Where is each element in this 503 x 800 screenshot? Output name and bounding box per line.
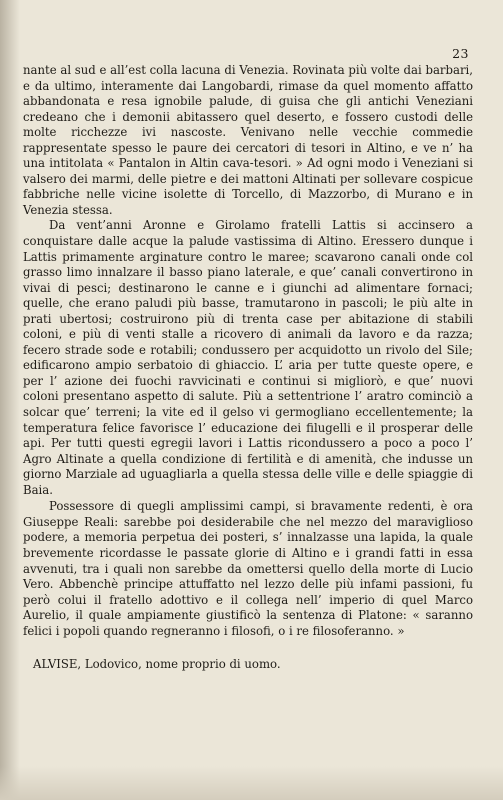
page-edge-shadow <box>0 766 503 800</box>
text-column <box>23 63 473 673</box>
paragraph-lattis-reclamation: Da vent’anni Aronne e Girolamo fratelli Lattis si accinsero a conquistare dalle acque la palude vastissima di Altino. Eressero dunque i Lattis primamente arginature contro le maree; scavarono canali onde col grasso limo innalzare il basso piano laterale, e que’ canali convertirono in vivai di pesci; destinarono le canne e i giunchi ad alimentare fornaci; quelle, che erano paludi più basse, tramutarono in pascoli; le più alte in prati ubertosi; costruirono più di trenta case per abitazione di stabili coloni, e più di venti stalle a ricovero di animali da lavoro e da razza; fecero strade sode e rotabili; condussero per acquidotto un rivolo del Sile; edificarono ampio serbatoio di ghiaccio. L’ aria per tutte queste opere, e per l’ azione dei fuochi ravvicinati e continui si migliorò, e que’ nuovi coloni presentano aspetto di salute. Più a settentrione l’ aratro cominciò a solcar que’ terreni; la vite ed il gelso vi germogliano eccellentemente; la temperatura felice favorisce l’ educazione dei filugelli e il prosperar delle api. Per tutti questi egregii lavori i Lattis ricondussero a poco a poco l’ Agro Altinate a quella condizione di fertilità e di amenità, che indusse un giorno Marziale ad uguagliarla a quella stessa delle ville e delle spiaggie di Baia. <box>23 218 473 497</box>
dictionary-entry-alvise: ALVISE, Lodovico, nome proprio di uomo. <box>33 657 281 672</box>
paragraph-giuseppe-reali: Possessore di quegli amplissimi campi, si bravamente redenti, è ora Giuseppe Reali: sarebbe poi desiderabile che nel mezzo del maraviglioso podere, a memoria perpetua dei posteri, s’ innalzasse una lapida, la quale brevemente ricordasse le passate glorie di Altino e i grandi fatti in essa avvenuti, tra i quali non sarebbe da omettersi quello della morte di Lucio Vero. Abbenchè principe attuffatto nel lezzo delle più infami passioni, fu però colui il fratello adottivo e il collega nell’ imperio di quel Marco Aurelio, il quale ampiamente giustificò la sentenza di Platone: « saranno felici i popoli quando regneranno i filosofi, o i re filosoferanno. » <box>23 499 473 638</box>
paragraph-altino-history: nante al sud e all’est colla lacuna di Venezia. Rovinata più volte dai barbari, e da ultimo, interamente dai Langobardi, rimase da quel momento affatto abbandonata e resa ignobile palude, di guisa che gli antichi Veneziani credeano che i demonii abitassero quel deserto, e fossero custodi delle molte ricchezze ivi nascoste. Venivano nelle vecchie commedie rappresentate spesso le paure dei cercatori di tesori in Altino, e ve n’ ha una intitolata « Pantalon in Altin cava-tesori. » Ad ogni modo i Veneziani si valsero dei marmi, delle pietre e dei mattoni Altinati per sollevare cospicue fabbriche nelle vicine isolette di Torcello, di Mazzorbo, di Murano e in Venezia stessa. <box>23 63 473 217</box>
page-number: 23 <box>452 46 469 61</box>
binding-shadow <box>0 0 20 800</box>
